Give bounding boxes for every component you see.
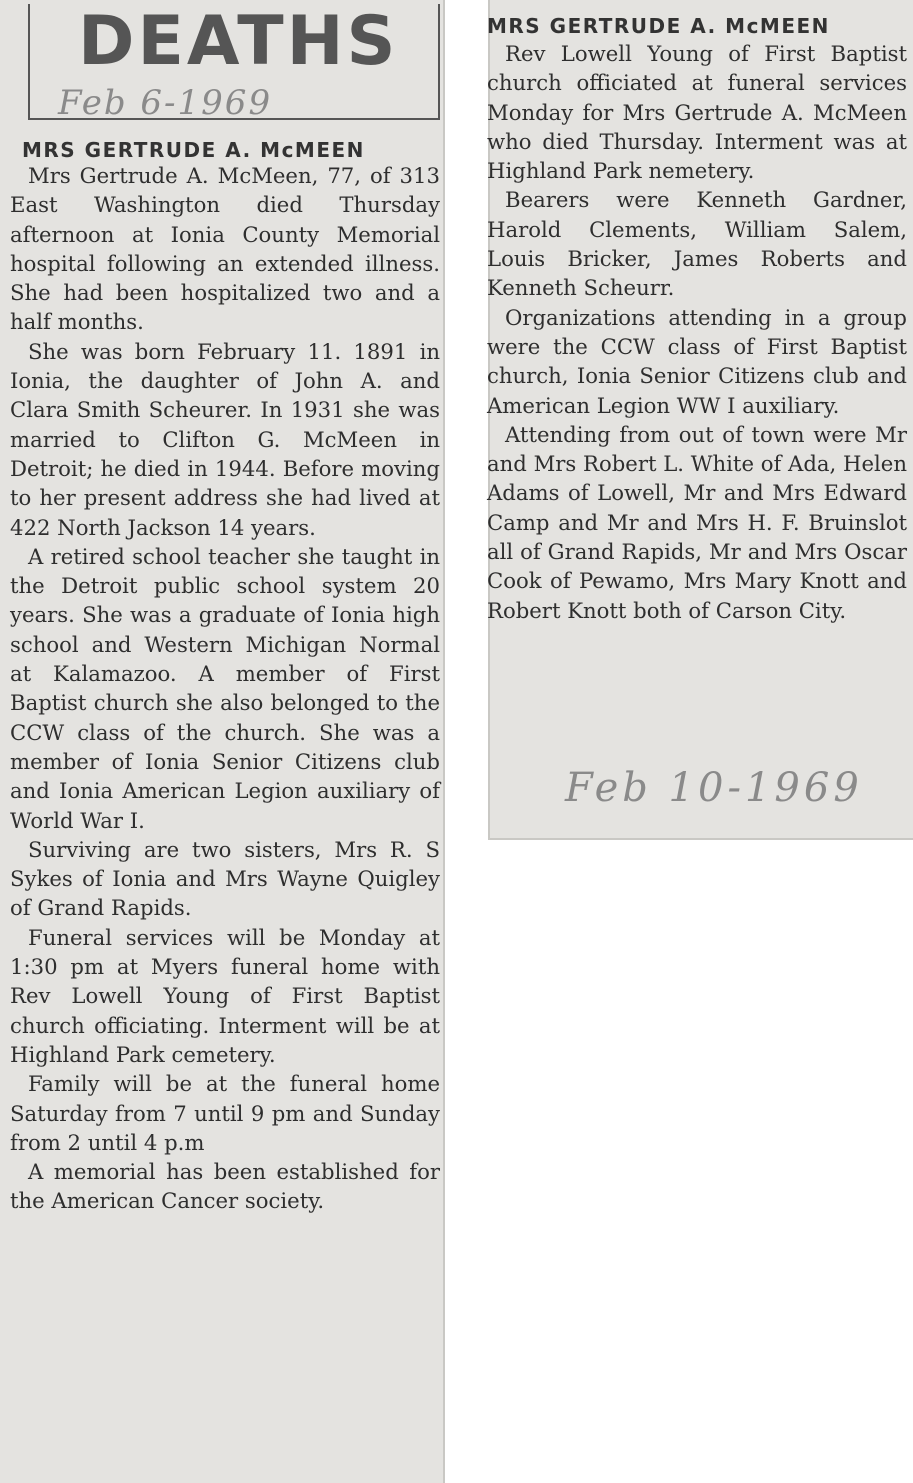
obituary-paragraph: Funeral services will be Monday at 1:30 pm at Myers funeral home with Rev Lowell Young of First Baptist church officiating. Interment will be at Highland Park cemetery. [10,924,440,1067]
followup-paragraph: Attending from out of town were Mr and Mrs Robert L. White of Ada, Helen Adams of Lowell, Mr and Mrs Edward Camp and Mr and Mrs H. F. Bruinslot all of Grand Rapids, Mr and Mrs Oscar Cook of Pewamo, Mrs Mary Knott and Robert Knott both of Carson City. [487,421,907,623]
followup-paragraph: Rev Lowell Young of First Baptist church officiated at funeral services Monday for Mrs Gertrude A. McMeen who died Thursday. Interment was at Highland Park nemetery. [487,41,907,184]
obituary-paragraph: Family will be at the funeral home Saturday from 7 until 9 pm and Sunday from 2 until 4 p.m [10,1071,440,1155]
obituary-title: MRS GERTRUDE A. McMEEN [22,138,365,162]
obituary-paragraph: She was born February 11. 1891 in Ionia, the daughter of John A. and Clara Smith Scheurer. In 1931 she was married to Clifton G. McMeen in Detroit; he died in 1944. Before moving to her present address she had lived at 422 North Jackson 14 years. [10,338,440,540]
followup-title: MRS GERTRUDE A. McMEEN [487,14,830,38]
clipping-left [0,0,445,1483]
obituary-paragraph: A memorial has been established for the American Cancer society. [10,1159,440,1214]
obituary-paragraph: Mrs Gertrude A. McMeen, 77, of 313 East Washington died Thursday afternoon at Ionia County Memorial hospital following an extended illness. She had been hospitalized two and a half months. [10,163,440,335]
handwritten-date-right: Feb 10-1969 [565,765,863,811]
obituary-paragraph: Surviving are two sisters, Mrs R. S Sykes of Ionia and Mrs Wayne Quigley of Grand Rapids. [10,836,440,921]
followup-paragraph: Organizations attending in a group were the CCW class of First Baptist church, Ionia Senior Citizens club and American Legion WW I auxiliary. [487,304,907,418]
followup-text [487,39,907,625]
section-title: DEATHS [78,2,399,81]
obituary-paragraph: A retired school teacher she taught in the Detroit public school system 20 years. She was a graduate of Ionia high school and Western Michigan Normal at Kalamazoo. A member of First Baptist church she also belonged to the CCW class of the church. She was a member of Ionia Senior Citizens club and Ionia American Legion auxiliary of World War I. [10,543,440,833]
followup-paragraph: Bearers were Kenneth Gardner, Harold Clements, William Salem, Louis Bricker, James Roberts and Kenneth Scheurr. [487,187,907,301]
obituary-text [10,161,440,1216]
handwritten-date-left: Feb 6-1969 [58,83,273,123]
